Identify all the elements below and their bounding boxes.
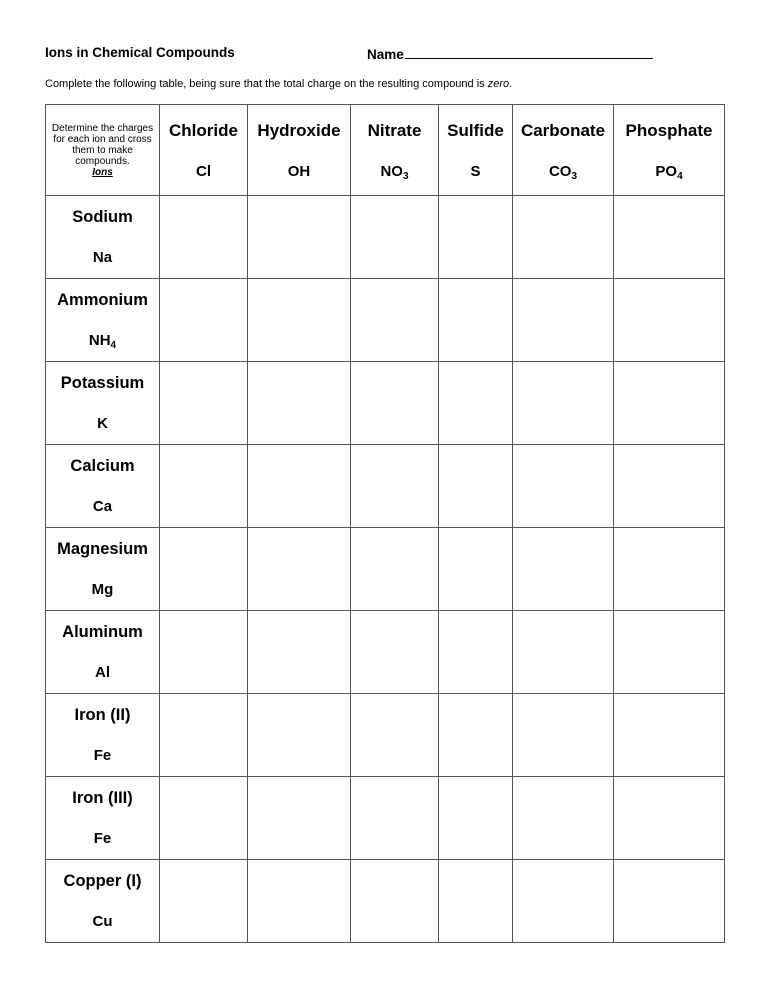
cation-row-iron-ii (46, 694, 725, 777)
answer-cell[interactable] (160, 445, 248, 528)
cation-row-sodium (46, 196, 725, 279)
answer-cell[interactable] (160, 777, 248, 860)
answer-cell[interactable] (439, 694, 513, 777)
answer-cell[interactable] (614, 777, 725, 860)
cation-formula (46, 913, 159, 930)
cation-name: Magnesium (57, 540, 148, 558)
formula-symbol: Fe (93, 830, 112, 847)
answer-cell[interactable] (439, 279, 513, 362)
answer-cell[interactable] (248, 279, 351, 362)
cation-name: Calcium (70, 457, 135, 475)
anion-name: Hydroxide (257, 120, 341, 140)
name-blank-line[interactable] (405, 45, 653, 59)
answer-cell[interactable] (439, 611, 513, 694)
cation-formula (46, 249, 159, 266)
formula-symbol: Mg (91, 581, 114, 598)
answer-cell[interactable] (160, 611, 248, 694)
answer-cell[interactable] (248, 528, 351, 611)
answer-cell[interactable] (513, 777, 614, 860)
answer-cell[interactable] (351, 279, 439, 362)
anion-header-nitrate (351, 105, 439, 196)
anion-formula (351, 163, 438, 180)
answer-cell[interactable] (614, 196, 725, 279)
worksheet-title: Ions in Chemical Compounds (45, 45, 235, 60)
corner-instructions (46, 105, 160, 196)
anion-header-sulfide (439, 105, 513, 196)
cation-header-aluminum (46, 611, 160, 694)
cation-row-ammonium (46, 279, 725, 362)
answer-cell[interactable] (248, 860, 351, 943)
cation-formula (46, 581, 159, 598)
answer-cell[interactable] (248, 611, 351, 694)
answer-cell[interactable] (513, 860, 614, 943)
worksheet-header (45, 45, 725, 65)
formula-subscript: 3 (571, 170, 578, 182)
anion-formula (248, 163, 350, 180)
ion-compound-table (45, 104, 725, 943)
answer-cell[interactable] (351, 362, 439, 445)
instructions-text: Complete the following table, being sure that the total charge on the resulting compound is (45, 78, 488, 90)
answer-cell[interactable] (614, 362, 725, 445)
answer-cell[interactable] (248, 445, 351, 528)
cation-header-potassium (46, 362, 160, 445)
formula-symbol: PO (655, 162, 678, 180)
name-label: Name (367, 47, 404, 62)
anion-name: Chloride (169, 120, 238, 140)
answer-cell[interactable] (351, 777, 439, 860)
answer-cell[interactable] (160, 694, 248, 777)
answer-cell[interactable] (351, 196, 439, 279)
formula-symbol: OH (287, 162, 311, 180)
anion-header-carbonate (513, 105, 614, 196)
answer-cell[interactable] (248, 362, 351, 445)
formula-symbol: Al (95, 664, 110, 681)
answer-cell[interactable] (160, 196, 248, 279)
cation-name: Ammonium (57, 291, 148, 309)
anion-name: Phosphate (625, 120, 713, 140)
anion-header-hydroxide (248, 105, 351, 196)
formula-subscript: 3 (402, 170, 409, 182)
answer-cell[interactable] (160, 362, 248, 445)
cation-name: Potassium (60, 374, 145, 392)
cation-name: Iron (II) (74, 706, 131, 724)
anion-formula (513, 163, 613, 180)
answer-cell[interactable] (513, 528, 614, 611)
cation-header-copper-i (46, 860, 160, 943)
answer-cell[interactable] (439, 362, 513, 445)
answer-cell[interactable] (439, 528, 513, 611)
cation-formula (46, 747, 159, 764)
anion-header-row (46, 105, 725, 196)
anion-name: Nitrate (367, 120, 422, 140)
answer-cell[interactable] (614, 860, 725, 943)
formula-subscript: 4 (677, 170, 683, 182)
cation-header-ammonium (46, 279, 160, 362)
cation-formula (46, 498, 159, 515)
cation-name: Sodium (72, 208, 133, 226)
cation-header-iron-ii (46, 694, 160, 777)
answer-cell[interactable] (614, 279, 725, 362)
anion-formula (160, 163, 247, 180)
instructions-emphasis: zero (487, 78, 510, 90)
cation-header-iron-iii (46, 777, 160, 860)
formula-symbol: Ca (92, 498, 113, 515)
formula-symbol: Cu (92, 913, 113, 930)
formula-symbol: Cl (196, 162, 211, 180)
cation-formula (46, 830, 159, 847)
formula-symbol: Na (92, 249, 113, 266)
formula-symbol: NH (88, 332, 111, 349)
cation-formula (46, 415, 159, 432)
answer-cell[interactable] (614, 611, 725, 694)
answer-cell[interactable] (513, 611, 614, 694)
answer-cell[interactable] (351, 694, 439, 777)
answer-cell[interactable] (351, 528, 439, 611)
answer-cell[interactable] (513, 694, 614, 777)
cation-name: Aluminum (62, 623, 143, 641)
cation-row-calcium (46, 445, 725, 528)
answer-cell[interactable] (513, 445, 614, 528)
anion-formula (439, 163, 512, 180)
anion-name: Carbonate (520, 120, 606, 140)
cation-name: Iron (III) (72, 789, 133, 807)
cation-row-potassium (46, 362, 725, 445)
cation-formula (46, 664, 159, 681)
anion-name: Sulfide (447, 120, 504, 140)
answer-cell[interactable] (439, 445, 513, 528)
answer-cell[interactable] (160, 528, 248, 611)
anion-header-chloride (160, 105, 248, 196)
answer-cell[interactable] (160, 860, 248, 943)
answer-cell[interactable] (439, 196, 513, 279)
answer-cell[interactable] (439, 860, 513, 943)
answer-cell[interactable] (614, 445, 725, 528)
formula-subscript: 4 (110, 340, 117, 351)
answer-cell[interactable] (513, 279, 614, 362)
answer-cell[interactable] (351, 860, 439, 943)
formula-symbol: NO (380, 162, 403, 180)
ions-label: Ions (92, 166, 113, 178)
answer-cell[interactable] (351, 445, 439, 528)
corner-text: Determine the charges for each ion and cross them to make compounds. (51, 122, 154, 167)
cation-header-calcium (46, 445, 160, 528)
cation-row-iron-iii (46, 777, 725, 860)
answer-cell[interactable] (513, 362, 614, 445)
cation-row-magnesium (46, 528, 725, 611)
answer-cell[interactable] (248, 196, 351, 279)
cation-row-aluminum (46, 611, 725, 694)
formula-symbol: S (470, 162, 481, 180)
answer-cell[interactable] (513, 196, 614, 279)
anion-formula (614, 163, 724, 180)
cation-formula (46, 332, 159, 349)
formula-symbol: K (97, 415, 108, 432)
cation-header-magnesium (46, 528, 160, 611)
cation-name: Copper (I) (63, 872, 142, 890)
answer-cell[interactable] (614, 694, 725, 777)
cation-header-sodium (46, 196, 160, 279)
answer-cell[interactable] (439, 777, 513, 860)
anion-header-phosphate (614, 105, 725, 196)
formula-symbol: Fe (93, 747, 112, 764)
answer-cell[interactable] (160, 279, 248, 362)
instructions-end: . (509, 78, 513, 90)
formula-symbol: CO (548, 162, 572, 180)
answer-cell[interactable] (351, 611, 439, 694)
cation-row-copper-i (46, 860, 725, 943)
answer-cell[interactable] (248, 694, 351, 777)
name-field[interactable] (367, 45, 653, 62)
answer-cell[interactable] (614, 528, 725, 611)
answer-cell[interactable] (248, 777, 351, 860)
instructions (45, 78, 512, 90)
